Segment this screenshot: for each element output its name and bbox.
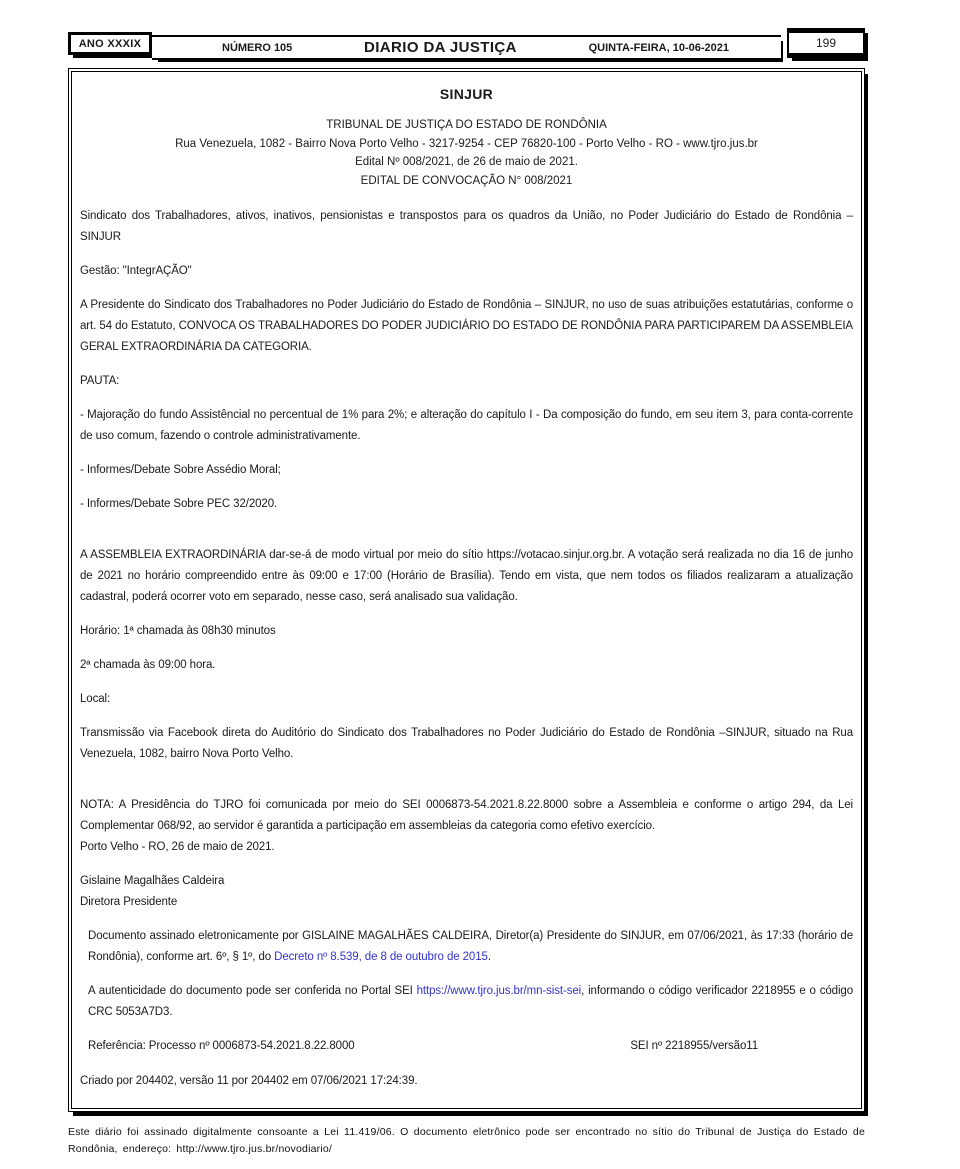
reference-sei: SEI nº 2218955/versão11 bbox=[630, 1040, 758, 1052]
doc-paragraph bbox=[80, 795, 853, 858]
doc-paragraph bbox=[80, 261, 853, 282]
doc-paragraph bbox=[80, 655, 853, 676]
text-run: Sindicato dos Trabalhadores, ativos, inativos, pensionistas e transpostos para os quadros da União, no Poder Judiciário do Estado de Rondônia – SINJUR bbox=[80, 210, 853, 243]
paragraph-line bbox=[88, 981, 853, 1023]
text-run: NOTA: A Presidência do TJRO foi comunicada por meio do SEI 0006873-54.2021.8.22.8000 sobre a Assembleia e conforme o artigo 294, da Lei Complementar 068/92, ao servidor é garantida a participação em assembleias da categoria como efetivo exercício. bbox=[80, 799, 853, 832]
doc-paragraph bbox=[80, 689, 853, 710]
gazette-title: DIARIO DA JUSTIÇA bbox=[363, 39, 517, 56]
paragraph-line bbox=[80, 545, 853, 608]
text-run: Porto Velho - RO, 26 de maio de 2021. bbox=[80, 841, 275, 853]
paragraph-line bbox=[80, 655, 853, 676]
footer-note: Este diário foi assinado digitalmente consoante a Lei 11.419/06. O documento eletrônico pode ser encontrado no sítio do Tribunal de Justiça do Estado de Rondônia, endereço: http://www.tjro.jus.br/novodiario/ bbox=[68, 1126, 865, 1155]
text-run: Diretora Presidente bbox=[80, 896, 178, 908]
paragraph-line bbox=[80, 723, 853, 765]
doc-paragraph bbox=[80, 494, 853, 515]
text-run: - Informes/Debate Sobre PEC 32/2020. bbox=[80, 498, 278, 510]
text-run: A Presidente do Sindicato dos Trabalhadores no Poder Judiciário do Estado de Rondônia – SINJUR, no uso de suas atribuições estatutárias, conforme o art. 54 do Estatuto, CONVOCA OS TRABALHADORES DO PODER JUDICIÁRIO DO ESTADO DE RONDÔNIA PARA PARTICIPAREM DA ASSEMBLEIA GERAL EXTRAORDINÁRIA DA CATEGORIA. bbox=[80, 299, 853, 353]
doc-paragraph bbox=[80, 405, 853, 447]
document-heading bbox=[80, 116, 853, 190]
doc-body bbox=[80, 206, 853, 1023]
paragraph-line bbox=[80, 837, 853, 858]
paragraph-line bbox=[80, 371, 853, 392]
doc-paragraph bbox=[80, 926, 853, 968]
text-run: - Informes/Debate Sobre Assédio Moral; bbox=[80, 464, 281, 476]
created-line: Criado por 204402, versão 11 por 204402 em 07/06/2021 17:24:39. bbox=[80, 1075, 418, 1087]
paragraph-line bbox=[80, 206, 853, 248]
paragraph-line bbox=[80, 405, 853, 447]
reference-process: Referência: Processo nº 0006873-54.2021.8.22.8000 bbox=[88, 1040, 355, 1052]
doc-paragraph bbox=[80, 621, 853, 642]
paragraph-line bbox=[80, 494, 853, 515]
paragraph-line bbox=[80, 892, 853, 913]
doc-paragraph bbox=[80, 723, 853, 765]
doc-paragraph bbox=[80, 981, 853, 1023]
text-run: A autenticidade do documento pode ser conferida no Portal SEI bbox=[88, 985, 417, 997]
text-run: Transmissão via Facebook direta do Auditório do Sindicato dos Trabalhadores no Poder Judiciário do Estado de Rondônia –SINJUR, situado na Rua Venezuela, 1082, bairro Nova Porto Velho. bbox=[80, 727, 853, 760]
paragraph-line bbox=[80, 295, 853, 358]
text-run: 2ª chamada às 09:00 hora. bbox=[80, 659, 216, 671]
paragraph-line bbox=[80, 261, 853, 282]
paragraph-line bbox=[80, 621, 853, 642]
paragraph-line bbox=[88, 926, 853, 968]
heading-address: Rua Venezuela, 1082 - Bairro Nova Porto Velho - 3217-9254 - CEP 76820-100 - Porto Velho - RO - www.tjro.jus.br bbox=[175, 137, 758, 150]
paragraph-line bbox=[80, 460, 853, 481]
doc-paragraph bbox=[80, 871, 853, 913]
text-run: Gestão: "IntegrAÇÃO" bbox=[80, 265, 192, 277]
text-run: PAUTA: bbox=[80, 375, 120, 387]
text-run: A ASSEMBLEIA EXTRAORDINÁRIA dar-se-á de modo virtual por meio do sítio https://votacao.sinjur.org.br. A votação será realizada no dia 16 de junho de 2021 no horário compreendido entre às 09:00 e 17:00 (Horário de Brasília). Tendo em vista, que nem todos os filiados realizaram a atualização cadastral, poderá ocorrer voto em separado, nesse caso, será analisado sua validação. bbox=[80, 549, 853, 603]
issue-number: NÚMERO 105 bbox=[222, 41, 293, 54]
heading-court: TRIBUNAL DE JUSTIÇA DO ESTADO DE RONDÔNIA bbox=[326, 119, 607, 131]
document-box bbox=[68, 68, 865, 1112]
text-run: - Majoração do fundo Assistêncial no percentual de 1% para 2%; e alteração do capítulo I - Da composição do fundo, em seu item 3, para conta-corrente de uso comum, fazendo o controle administrativamente. bbox=[80, 409, 853, 442]
section-title: SINJUR bbox=[439, 86, 494, 102]
doc-paragraph bbox=[80, 545, 853, 608]
paragraph-line bbox=[80, 795, 853, 837]
reference-row bbox=[80, 1036, 853, 1057]
doc-paragraph bbox=[80, 206, 853, 248]
decreto-link[interactable]: Decreto nº 8.539, de 8 de outubro de 2015 bbox=[274, 951, 488, 963]
doc-paragraph bbox=[80, 371, 853, 392]
sei-portal-link[interactable]: https://www.tjro.jus.br/mn-sist-sei bbox=[416, 985, 582, 997]
year-box: ANO XXXIX bbox=[68, 32, 152, 55]
document-inner bbox=[71, 71, 862, 1109]
text-run: , informando o código verificador 2218955 e o código CRC 5053A7D3. bbox=[88, 985, 853, 1018]
masthead-bar bbox=[152, 35, 781, 60]
doc-paragraph bbox=[80, 460, 853, 481]
text-run: Horário: 1ª chamada às 08h30 minutos bbox=[80, 625, 276, 637]
text-run: . bbox=[487, 951, 491, 963]
paragraph-line bbox=[80, 689, 853, 710]
page-number-box: 199 bbox=[787, 28, 865, 58]
issue-date: QUINTA-FEIRA, 10-06-2021 bbox=[588, 41, 729, 54]
heading-convocacao: EDITAL DE CONVOCAÇÃO N° 008/2021 bbox=[360, 174, 573, 187]
text-run: Local: bbox=[80, 693, 111, 705]
doc-paragraph bbox=[80, 295, 853, 358]
heading-edital: Edital Nº 008/2021, de 26 de maio de 2021. bbox=[355, 156, 578, 168]
masthead bbox=[68, 28, 865, 66]
text-run: Documento assinado eletronicamente por GISLAINE MAGALHÃES CALDEIRA, Diretor(a) Presidente do SINJUR, em 07/06/2021, às 17:33 (horário de Rondônia), conforme art. 6º, § 1º, do bbox=[88, 930, 853, 963]
paragraph-line bbox=[80, 871, 853, 892]
text-run: Gislaine Magalhães Caldeira bbox=[80, 875, 225, 887]
